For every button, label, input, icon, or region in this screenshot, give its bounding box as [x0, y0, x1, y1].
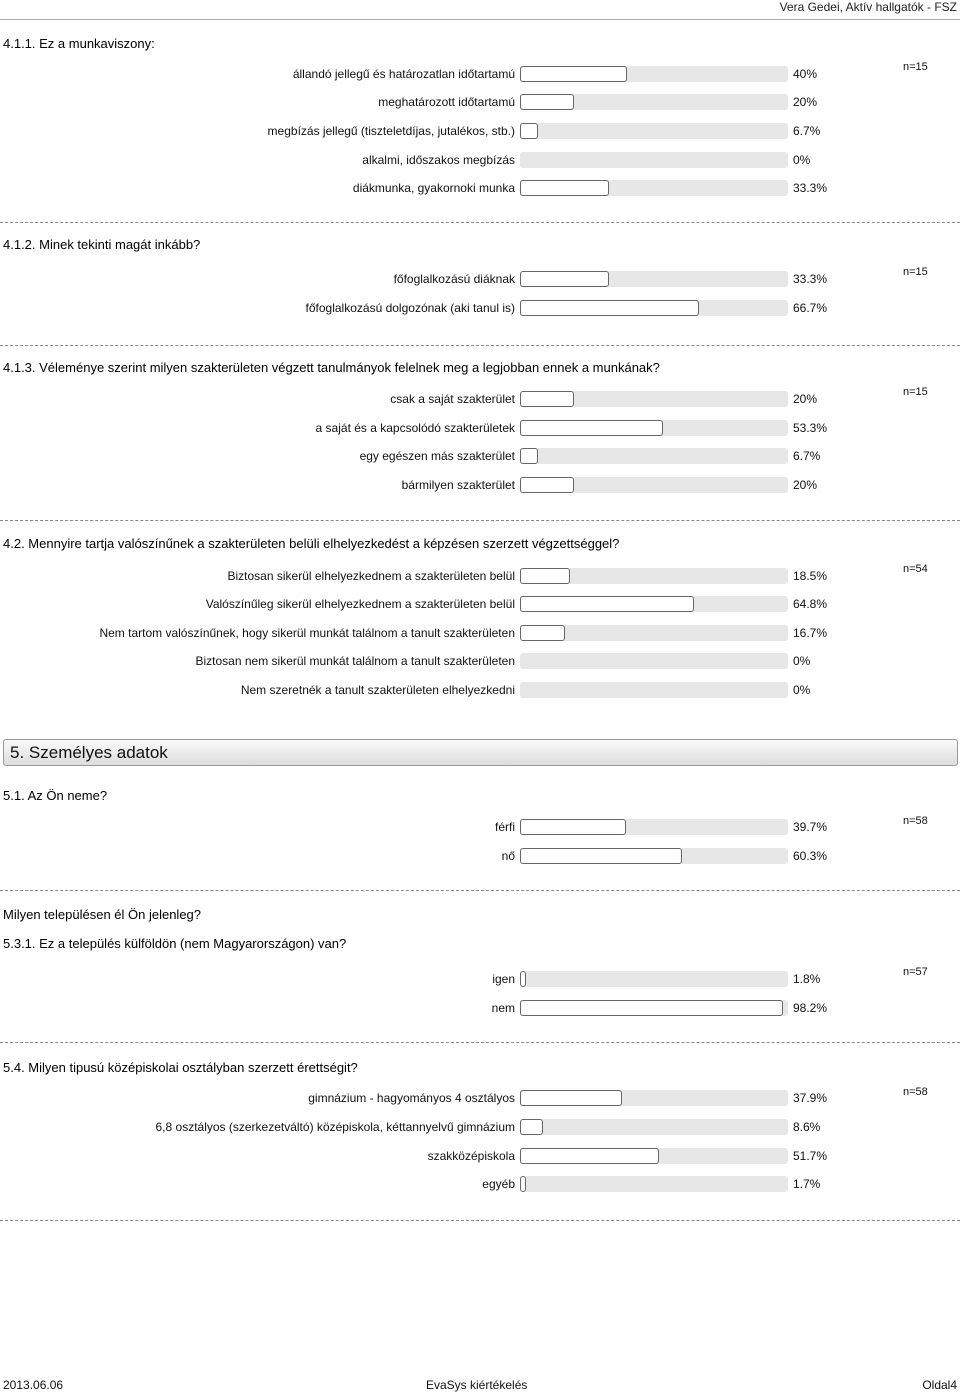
question-title: 4.1.1. Ez a munkaviszony: — [3, 36, 155, 51]
question-title: 4.2. Mennyire tartja valószínűnek a szakterületen belüli elhelyezkedést a képzésen szerzett végzettséggel? — [3, 536, 620, 551]
bar-track — [520, 66, 788, 82]
footer-page: Oldal4 — [922, 1378, 957, 1392]
question-title: 5.1. Az Ön neme? — [3, 788, 108, 803]
answer-percent: 98.2% — [793, 1001, 828, 1015]
answer-label: Valószínűleg sikerül elhelyezkednem a szakterületen belül — [205, 597, 515, 611]
bar-track — [520, 1119, 788, 1135]
bar-fill — [520, 848, 682, 864]
dashed-divider — [0, 345, 960, 346]
bar-track — [520, 682, 788, 698]
answer-label: 6,8 osztályos (szerkezetváltó) középiskola, kéttannyelvű gimnázium — [155, 1120, 515, 1134]
answer-label: meghatározott időtartamú — [378, 95, 515, 109]
answer-label: Biztosan nem sikerül munkát találnom a tanult szakterületen — [195, 654, 515, 668]
answer-label: főfoglalkozású diáknak — [393, 272, 515, 286]
bar-fill — [520, 271, 609, 287]
answer-percent: 33.3% — [793, 181, 828, 195]
answer-label: egyéb — [482, 1177, 515, 1191]
answer-percent: 20% — [793, 95, 818, 109]
answer-row — [0, 623, 960, 643]
bar-fill — [520, 971, 526, 987]
answer-percent: 51.7% — [793, 1149, 828, 1163]
bar-track — [520, 391, 788, 407]
bar-track — [520, 94, 788, 110]
answer-row — [0, 389, 960, 409]
dashed-divider — [0, 1220, 960, 1221]
bar-fill — [520, 420, 663, 436]
answer-row — [0, 846, 960, 866]
answer-row — [0, 1174, 960, 1194]
sample-size: n=58 — [903, 1086, 928, 1098]
answer-percent: 18.5% — [793, 569, 828, 583]
bar-fill — [520, 448, 538, 464]
bar-track — [520, 568, 788, 584]
bar-track — [520, 625, 788, 641]
bar-track — [520, 1148, 788, 1164]
answer-row — [0, 418, 960, 438]
footer-date: 2013.06.06 — [3, 1378, 64, 1392]
question-title: 5.4. Milyen tipusú középiskolai osztályban szerzett érettségit? — [3, 1060, 358, 1075]
answer-row — [0, 969, 960, 989]
bar-track — [520, 271, 788, 287]
bar-fill — [520, 391, 574, 407]
answer-percent: 20% — [793, 478, 818, 492]
answer-percent: 37.9% — [793, 1091, 828, 1105]
answer-row — [0, 817, 960, 837]
question-title: 4.1.3. Véleménye szerint milyen szakterületen végzett tanulmányok felelnek meg a legjobban ennek a munkának? — [3, 360, 660, 375]
answer-row — [0, 269, 960, 289]
answer-percent: 0% — [793, 153, 811, 167]
bar-fill — [520, 477, 574, 493]
answer-label: igen — [492, 972, 515, 986]
answer-row — [0, 998, 960, 1018]
bar-track — [520, 123, 788, 139]
answer-label: Biztosan sikerül elhelyezkednem a szakterületen belül — [227, 569, 515, 583]
answer-label: csak a saját szakterület — [390, 392, 515, 406]
answer-percent: 20% — [793, 392, 818, 406]
bar-fill — [520, 1000, 783, 1016]
bar-track — [520, 971, 788, 987]
answer-label: Nem tartom valószínűnek, hogy sikerül munkát találnom a tanult szakterületen — [99, 626, 515, 640]
answer-percent: 39.7% — [793, 820, 828, 834]
bar-fill — [520, 1176, 526, 1192]
sample-size: n=15 — [903, 61, 928, 73]
answer-row — [0, 150, 960, 170]
answer-label: megbízás jellegű (tiszteletdíjas, jutalékos, stb.) — [267, 124, 515, 138]
bar-track — [520, 420, 788, 436]
section-title: 5. Személyes adatok — [10, 743, 168, 762]
bar-track — [520, 477, 788, 493]
bar-fill — [520, 66, 627, 82]
answer-row — [0, 566, 960, 586]
header-divider — [0, 19, 960, 20]
sample-size: n=57 — [903, 966, 928, 978]
bar-fill — [520, 300, 699, 316]
bar-fill — [520, 625, 565, 641]
bar-track — [520, 848, 788, 864]
answer-label: férfi — [494, 820, 515, 834]
dashed-divider — [0, 890, 960, 891]
answer-row — [0, 446, 960, 466]
answer-label: szakközépiskola — [427, 1149, 515, 1163]
answer-percent: 60.3% — [793, 849, 828, 863]
answer-percent: 53.3% — [793, 421, 828, 435]
bar-fill — [520, 1090, 622, 1106]
answer-row — [0, 92, 960, 112]
bar-track — [520, 653, 788, 669]
bar-track — [520, 1000, 788, 1016]
dashed-divider — [0, 520, 960, 521]
answer-percent: 8.6% — [793, 1120, 821, 1134]
header-author: Vera Gedei, Aktív hallgatók - FSZ — [779, 0, 957, 14]
bar-fill — [520, 180, 609, 196]
answer-percent: 33.3% — [793, 272, 828, 286]
bar-track — [520, 596, 788, 612]
answer-label: diákmunka, gyakornoki munka — [352, 181, 515, 195]
answer-row — [0, 680, 960, 700]
bar-track — [520, 448, 788, 464]
bar-track — [520, 1176, 788, 1192]
bar-fill — [520, 1119, 543, 1135]
answer-percent: 40% — [793, 67, 818, 81]
dashed-divider — [0, 222, 960, 223]
answer-label: gimnázium - hagyományos 4 osztályos — [308, 1091, 515, 1105]
answer-percent: 1.7% — [793, 1177, 821, 1191]
bar-track — [520, 1090, 788, 1106]
subheading: Milyen településen él Ön jelenleg? — [3, 907, 202, 922]
bar-track — [520, 300, 788, 316]
answer-percent: 6.7% — [793, 449, 821, 463]
answer-percent: 1.8% — [793, 972, 821, 986]
bar-fill — [520, 568, 570, 584]
answer-row — [0, 1088, 960, 1108]
bar-track — [520, 152, 788, 168]
answer-label: egy egészen más szakterület — [359, 449, 515, 463]
answer-label: nő — [501, 849, 515, 863]
answer-percent: 64.8% — [793, 597, 828, 611]
bar-fill — [520, 1148, 659, 1164]
question-title: 5.3.1. Ez a település külföldön (nem Magyarországon) van? — [3, 936, 347, 951]
bar-fill — [520, 123, 538, 139]
answer-row — [0, 121, 960, 141]
sample-size: n=15 — [903, 386, 928, 398]
answer-row — [0, 475, 960, 495]
bar-track — [520, 819, 788, 835]
answer-percent: 66.7% — [793, 301, 828, 315]
answer-percent: 6.7% — [793, 124, 821, 138]
answer-row — [0, 594, 960, 614]
answer-row — [0, 651, 960, 671]
answer-percent: 0% — [793, 654, 811, 668]
bar-track — [520, 180, 788, 196]
answer-percent: 0% — [793, 683, 811, 697]
answer-label: állandó jellegű és határozatlan időtartamú — [292, 67, 515, 81]
sample-size: n=54 — [903, 563, 928, 575]
section-header — [3, 739, 958, 766]
dashed-divider — [0, 1042, 960, 1043]
bar-fill — [520, 596, 694, 612]
bar-fill — [520, 94, 574, 110]
bar-fill — [520, 819, 626, 835]
sample-size: n=15 — [903, 266, 928, 278]
answer-label: alkalmi, időszakos megbízás — [362, 153, 515, 167]
answer-label: főfoglalkozású dolgozónak (aki tanul is) — [305, 301, 515, 315]
answer-row — [0, 178, 960, 198]
answer-label: a saját és a kapcsolódó szakterületek — [315, 421, 515, 435]
answer-row — [0, 1117, 960, 1137]
answer-percent: 16.7% — [793, 626, 828, 640]
answer-row — [0, 64, 960, 84]
answer-label: Nem szeretnék a tanult szakterületen elhelyezkedni — [240, 683, 515, 697]
answer-row — [0, 1146, 960, 1166]
answer-row — [0, 298, 960, 318]
footer-title: EvaSys kiértékelés — [426, 1378, 528, 1392]
answer-label: nem — [491, 1001, 515, 1015]
question-title: 4.1.2. Minek tekinti magát inkább? — [3, 237, 201, 252]
sample-size: n=58 — [903, 815, 928, 827]
answer-label: bármilyen szakterület — [401, 478, 515, 492]
